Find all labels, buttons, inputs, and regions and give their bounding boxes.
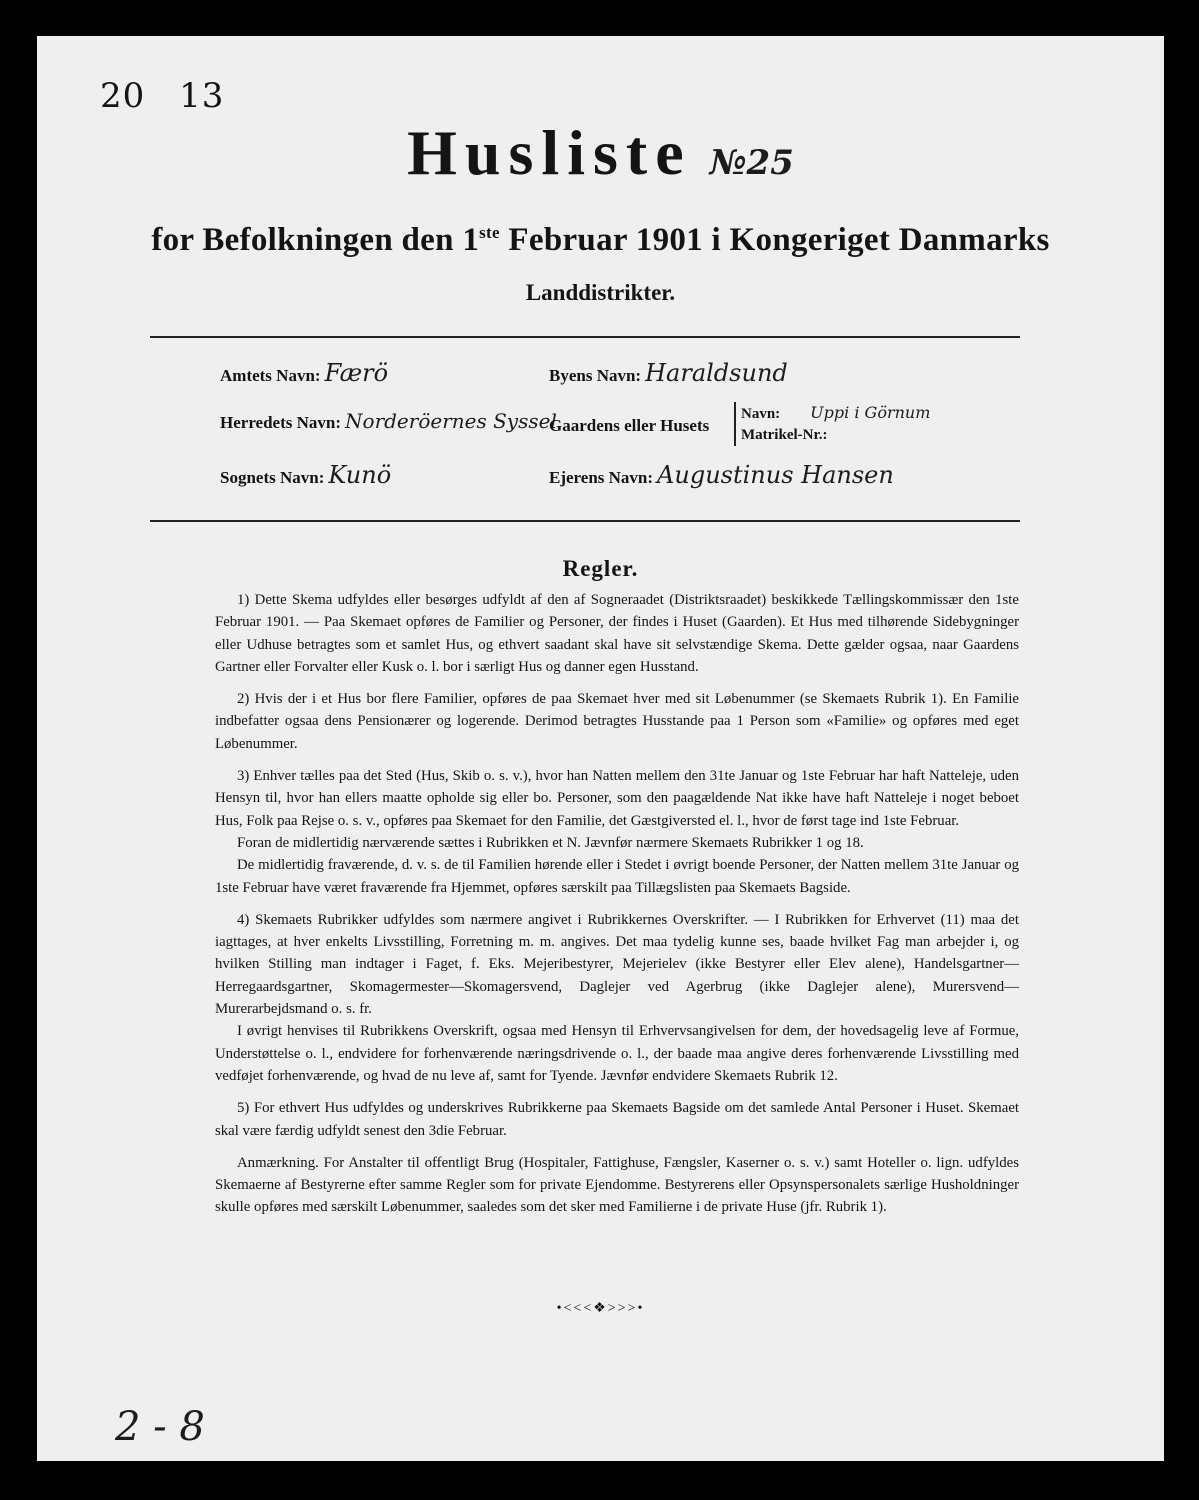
title-main: Husliste <box>407 117 692 188</box>
rules-text <box>215 589 1019 1229</box>
rule-paragraph: 2) Hvis der i et Hus bor flere Familier, opføres de paa Skemaet hver med sit Løbenummer (se Skemaets Rubrik 1). En Familie indbefatter ogsaa dens Pensionærer og logerende. Derimod betragtes Husstande paa 1 Person som «Familie» og opføres med eget Løbenummer. <box>215 691 1019 752</box>
reference-right: 13 <box>179 76 225 116</box>
navn-value: Uppi i Görnum <box>810 403 931 422</box>
reference-left: 20 <box>100 76 146 116</box>
navn-line <box>741 402 930 425</box>
amt-value: Færö <box>324 359 389 387</box>
gaard-label: Gaardens eller Husets <box>549 416 710 435</box>
rule-paragraph: 1) Dette Skema udfyldes eller besørges udfyldt af den af Sogneraadet (Distriktsraadet) beskikkede Tællingskommissær den 1ste Februar 1901. — Paa Skemaet opføres de Familier og Personer, der findes i Huset (Gaarden). Et Hus med tilhørende Sidebygninger eller Udhuse betragtes som et samlet Hus, og ethvert saadant skal have sit selvstændige Skema. Dette gælder ogsaa, naar Gaardens Gartner eller Forvalter eller Kusk o. l. bor i særligt Hus og danner egen Husstand. <box>215 592 1019 675</box>
rule-paragraph: Foran de midlertidig nærværende sættes i Rubrikken et N. Jævnfør nærmere Skemaets Rubrikker 1 og 18. <box>237 834 864 851</box>
subtitle-suffix: Februar 1901 i Kongeriget Danmarks <box>499 222 1050 258</box>
gaard-brace <box>734 402 930 446</box>
ejer-label: Ejerens Navn: <box>549 468 654 487</box>
ejer-value: Augustinus Hansen <box>657 461 894 489</box>
amt-label: Amtets Navn: <box>220 366 321 385</box>
title-number: №25 <box>709 143 794 183</box>
reference-numbers <box>100 76 246 116</box>
by-label: Byens Navn: <box>549 366 642 385</box>
herred-value: Norderöernes Syssel <box>345 409 557 433</box>
ornament-divider: •<<<❖>>>• <box>556 1301 645 1316</box>
herred-field <box>220 409 557 433</box>
rule-paragraph: 5) For ethvert Hus udfyldes og underskrives Rubrikkerne paa Skemaets Bagside om det samlede Antal Personer i Huset. Skemaet skal være færdig udfyldt senest den 3die Februar. <box>215 1100 1019 1139</box>
middle-rule <box>150 520 1020 522</box>
herred-label: Herredets Navn: <box>220 413 342 432</box>
subtitle-prefix: for Befolkningen den 1 <box>151 222 480 258</box>
rule-paragraph: 4) Skemaets Rubrikker udfyldes som nærmere angivet i Rubrikkernes Overskrifter. — I Rubrikken for Erhvervet (11) maa det iagttages, at hver enkelts Livsstilling, Forretning m. m. angives. Det maa tydelig kunne ses, baade hvilket Fag man arbejder i, og hvilken Stilling man indtager i Faget, f. Eks. Mejeribestyrer, Mejerielev (ikke Bestyrer eller Elev alene), Handelsgartner—Herregaardsgartner, Skomagermester—Skomagersvend, Daglejer ved Agerbrug (ikke Daglejer alene), Murersvend—Murerarbejdsmand o. s. fr. <box>215 911 1019 1018</box>
amt-field <box>220 359 388 387</box>
by-value: Haraldsund <box>645 359 788 387</box>
sogn-value: Kunö <box>328 461 392 489</box>
top-rule <box>150 336 1020 338</box>
rule-paragraph: I øvrigt henvises til Rubrikkens Overskrift, ogsaa med Hensyn til Erhvervsangivelsen for dem, der hovedsagelig leve af Formue, Understøttelse o. l., endvidere for forhenværende næringsdrivende o. l., der baade maa angive deres forhenværende Livsstilling med vedføjet forhenværende, og hvad de nu leve af, samt for Tyende. Jævnfør endvidere Skemaets Rubrik 12. <box>215 1023 1019 1084</box>
ejer-field <box>549 461 894 489</box>
form-subtitle <box>37 222 1164 259</box>
sogn-field <box>220 461 391 489</box>
by-field <box>549 359 788 387</box>
matrikel-line: Matrikel-Nr.: <box>741 427 828 443</box>
sogn-label: Sognets Navn: <box>220 468 325 487</box>
form-subtitle-2: Landdistrikter. <box>525 280 676 305</box>
census-form-sheet <box>37 36 1164 1461</box>
navn-label: Navn: <box>741 406 781 422</box>
subtitle-sup: ste <box>479 223 500 242</box>
rule-note: Anmærkning. For Anstalter til offentligt Brug (Hospitaler, Fattighuse, Fængsler, Kaserner o. s. v.) samt Hoteller o. lign. udfyldes Skemaerne af Bestyrerne efter samme Regler som for private Ejendomme. Bestyrerens eller Opsynspersonalets særlige Husholdninger skulle opføres med særskilt Løbenummer, saaledes som det sker med Familierne i de private Huse (jfr. Rubrik 1). <box>215 1154 1019 1216</box>
form-title <box>37 116 1164 190</box>
rule-paragraph: De midlertidig fraværende, d. v. s. de til Familien hørende eller i Stedet i øvrigt boende Personer, der Natten mellem 31te Januar og 1ste Februar have været fraværende fra Hjemmet, opføres særskilt paa Tillægslisten paa Skemaets Bagside. <box>215 857 1019 896</box>
bottom-handwritten-note: 2 - 8 <box>115 1404 205 1450</box>
rules-heading: Regler. <box>562 556 639 581</box>
rule-paragraph: 3) Enhver tælles paa det Sted (Hus, Skib o. s. v.), hvor han Natten mellem den 31te Januar og 1ste Februar har haft Natteleje, uden Hensyn til, hvor han ellers maatte opholde sig eller bo. Personer, som den paagældende Nat ikke have haft Natteleje i noget beboet Hus, Folk paa Rejse o. s. v., opføres paa Skemaet for den Familie, det Gæstgiversted el. l., hvor de først tage ind 1ste Februar. <box>215 768 1019 829</box>
